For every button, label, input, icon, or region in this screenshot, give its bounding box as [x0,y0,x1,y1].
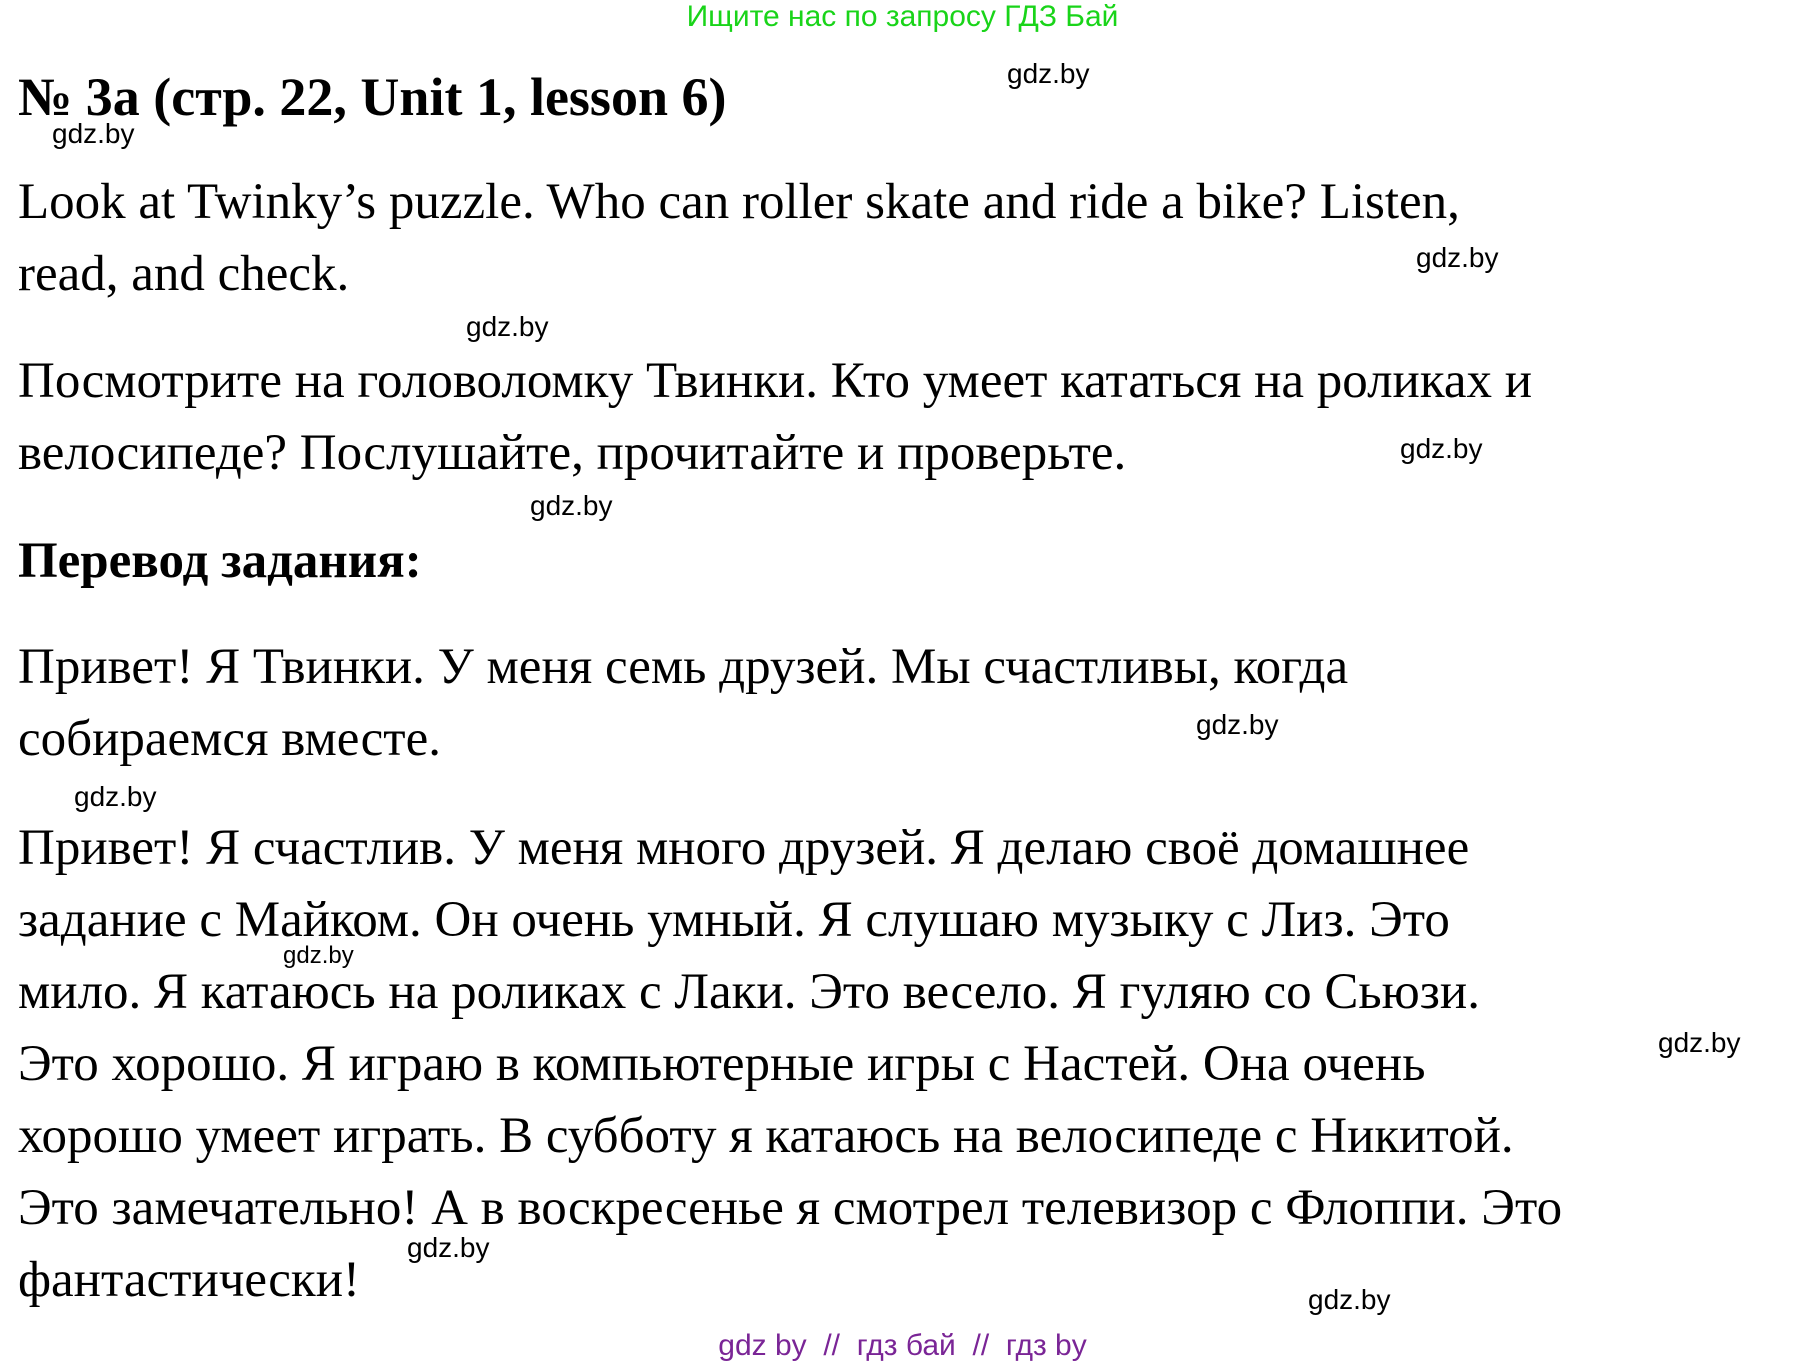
task-text-russian [18,345,1532,489]
task-text-english [18,166,1460,310]
text-line: Привет! Я Твинки. У меня семь друзей. Мы счастливы, когда [18,639,1349,695]
footer-link-gdz-by[interactable]: gdz by [718,1329,807,1362]
footer-links [0,1329,1805,1363]
watermark: gdz.by [1196,709,1279,740]
section-heading: Перевод задания: [18,533,422,589]
translation-paragraph-1 [18,631,1348,775]
watermark: gdz.by [407,1232,490,1263]
watermark: gdz.by [1658,1027,1741,1058]
text-line: Look at Twinky’s puzzle. Who can roller skate and ride a bike? Listen, [18,174,1460,230]
translation-paragraph-2 [18,812,1562,1316]
footer-separator: // [823,1329,841,1362]
footer-link-gdz-by-ru[interactable]: гдз by [1005,1329,1087,1362]
text-line: read, and check. [18,246,350,302]
text-line: мило. Я катаюсь на роликах с Лаки. Это весело. Я гуляю со Сьюзи. [18,964,1480,1020]
page-title: № 3а (стр. 22, Unit 1, lesson 6) [18,67,727,127]
watermark: gdz.by [1416,242,1499,273]
text-line: фантастически! [18,1252,360,1308]
text-line: задание с Майком. Он очень умный. Я слушаю музыку с Лиз. Это [18,892,1450,948]
footer-separator: // [972,1329,990,1362]
watermark: gdz.by [283,942,354,969]
watermark: gdz.by [1007,58,1090,89]
watermark: gdz.by [52,118,135,149]
text-line: Это замечательно! А в воскресенье я смотрел телевизор с Флоппи. Это [18,1180,1563,1236]
watermark: gdz.by [74,781,157,812]
footer-link-gdz-bai[interactable]: гдз бай [856,1329,956,1362]
watermark: gdz.by [466,311,549,342]
watermark: gdz.by [530,490,613,521]
text-line: собираемся вместе. [18,711,441,767]
text-line: Привет! Я счастлив. У меня много друзей. Я делаю своё домашнее [18,820,1470,876]
text-line: Посмотрите на головоломку Твинки. Кто умеет кататься на роликах и [18,353,1533,409]
text-line: хорошо умеет играть. В субботу я катаюсь на велосипеде с Никитой. [18,1108,1514,1164]
text-line: велосипеде? Послушайте, прочитайте и проверьте. [18,425,1127,481]
text-line: Это хорошо. Я играю в компьютерные игры с Настей. Она очень [18,1036,1426,1092]
search-hint-banner: Ищите нас по запросу ГДЗ Бай [686,0,1119,33]
watermark: gdz.by [1308,1284,1391,1315]
watermark: gdz.by [1400,433,1483,464]
